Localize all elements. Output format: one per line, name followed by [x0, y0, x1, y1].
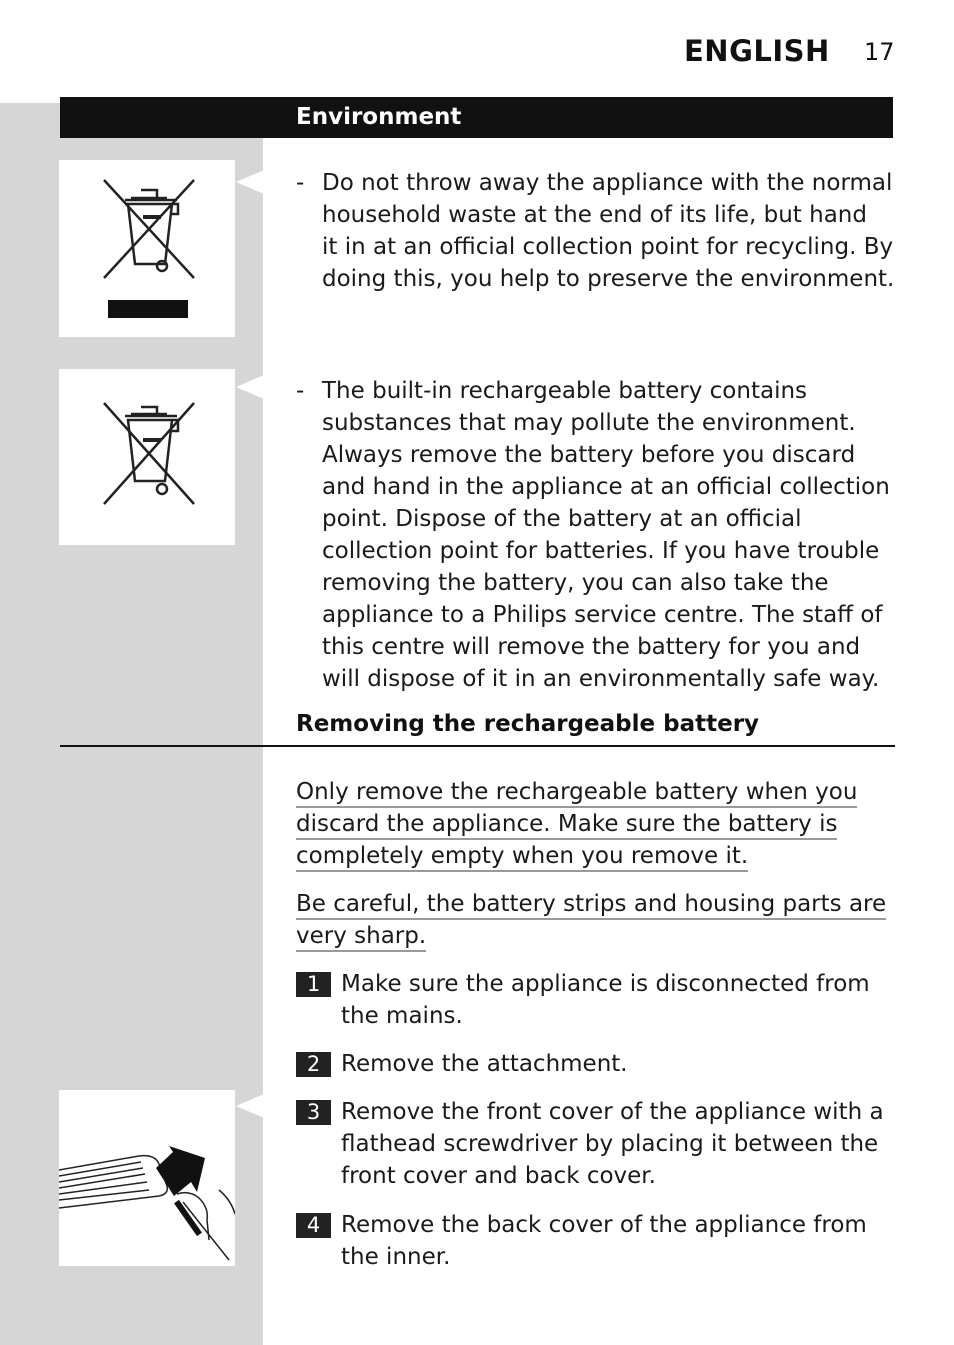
step-number-badge: 2 — [296, 1052, 331, 1077]
text-line: substances that may pollute the environment. — [322, 410, 856, 436]
text-line: The built-in rechargeable battery contains — [322, 378, 808, 404]
warning-line: completely empty when you remove it. — [296, 843, 748, 872]
step-text: the mains. — [341, 1003, 463, 1029]
section-title-bar — [60, 97, 893, 138]
step-text: flathead screwdriver by placing it between the — [341, 1131, 879, 1157]
image-pointer — [236, 375, 264, 399]
step-4 — [296, 1209, 896, 1273]
step-number-badge: 3 — [296, 1100, 331, 1125]
step-text: front cover and back cover. — [341, 1163, 656, 1189]
step-text: Remove the attachment. — [341, 1051, 628, 1077]
text-line: Do not throw away the appliance with the normal — [322, 170, 893, 196]
list-dash: - — [296, 170, 305, 196]
subsection-heading: Removing the rechargeable battery — [296, 711, 760, 737]
page-number: 17 — [864, 38, 895, 66]
image-pointer — [236, 1094, 264, 1118]
step-text: Make sure the appliance is disconnected from — [341, 971, 870, 997]
text-line: doing this, you help to preserve the environment. — [322, 266, 895, 292]
text-line: it in at an official collection point for recycling. By — [322, 234, 894, 260]
warning-line: discard the appliance. Make sure the battery is — [296, 811, 837, 840]
header-language: ENGLISH — [684, 34, 830, 68]
step-text: Remove the front cover of the appliance with a — [341, 1099, 884, 1125]
text-line: will dispose of it in an environmentally safe way. — [322, 666, 880, 692]
environment-paragraph-1 — [296, 167, 896, 295]
warning-line: Be careful, the battery strips and housing parts are — [296, 891, 886, 920]
warning-line: Only remove the rechargeable battery when you — [296, 779, 857, 808]
text-line: and hand in the appliance at an official collection — [322, 474, 890, 500]
weee-bin-image — [59, 369, 235, 545]
list-dash: - — [296, 378, 305, 404]
warning-note-1 — [296, 776, 857, 872]
environment-paragraph-2 — [296, 375, 896, 695]
text-line: this centre will remove the battery for you and — [322, 634, 861, 660]
text-line: removing the battery, you can also take the — [322, 570, 829, 596]
warning-line: very sharp. — [296, 923, 426, 952]
step-1 — [296, 968, 896, 1032]
heading-rule — [60, 745, 895, 747]
text-line: point. Dispose of the battery at an official — [322, 506, 802, 532]
step-number-badge: 1 — [296, 972, 331, 997]
image-pointer — [236, 170, 264, 194]
crossed-out-wheelie-bin-icon — [59, 160, 235, 337]
text-line: collection point for batteries. If you have trouble — [322, 538, 880, 564]
text-line: Always remove the battery before you discard — [322, 442, 856, 468]
step-2 — [296, 1048, 896, 1080]
text-line: appliance to a Philips service centre. The staff of — [322, 602, 883, 628]
step-text: Remove the back cover of the appliance from — [341, 1212, 867, 1238]
crossed-out-wheelie-bin-icon — [59, 369, 235, 545]
step-number-badge: 4 — [296, 1213, 331, 1238]
step-3 — [296, 1096, 896, 1192]
screwdriver-illustration — [59, 1090, 235, 1266]
screwdriver-image — [59, 1090, 235, 1266]
section-title: Environment — [296, 104, 462, 130]
text-line: household waste at the end of its life, but hand — [322, 202, 867, 228]
warning-note-2 — [296, 888, 886, 952]
step-text: the inner. — [341, 1244, 451, 1270]
weee-bin-bar-image — [59, 160, 235, 337]
